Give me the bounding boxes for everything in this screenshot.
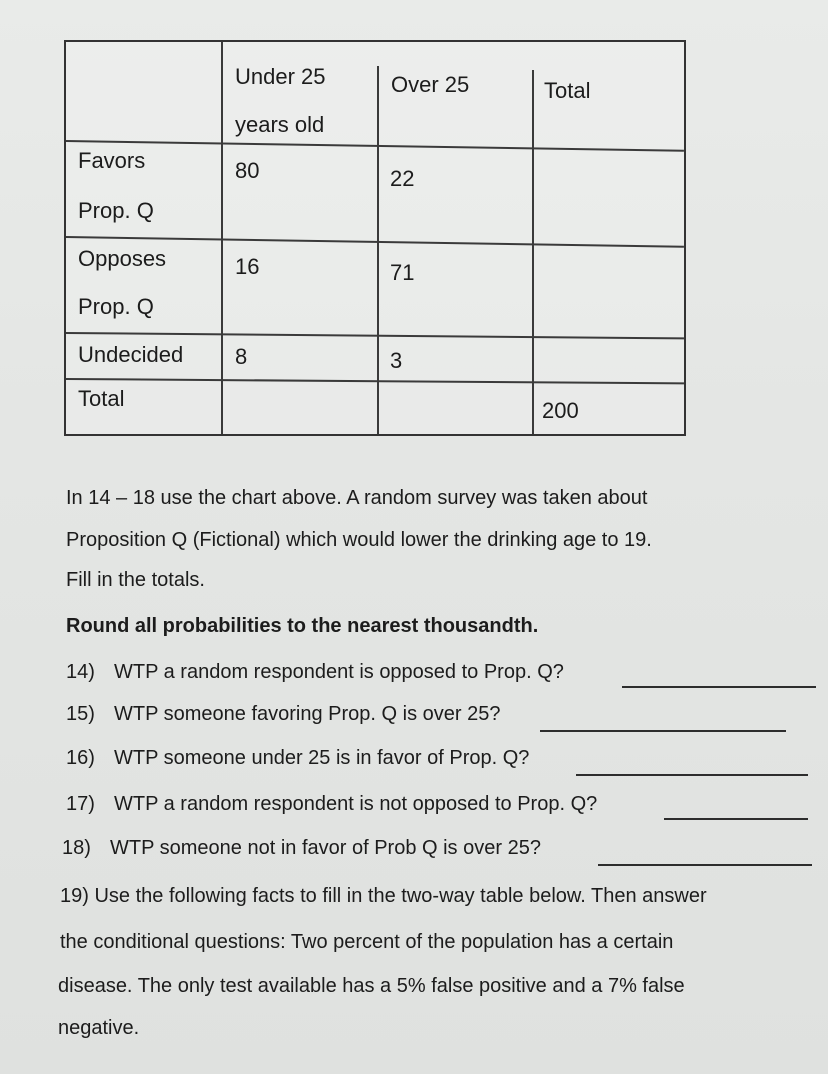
- question-text: WTP someone under 25 is in favor of Prop. Q?: [114, 747, 530, 769]
- table-hline-opposes: [66, 332, 684, 339]
- question-text: WTP a random respondent is not opposed to Prop. Q?: [114, 793, 598, 815]
- header-under25-line2: years old: [235, 112, 325, 137]
- question-number: 18): [62, 837, 91, 859]
- row-total: Total: [78, 386, 125, 411]
- row-favors-line2: Prop. Q: [78, 198, 154, 223]
- rounding-instruction: Round all probabilities to the nearest thousandth.: [66, 615, 539, 637]
- answer-blank-14[interactable]: [622, 686, 816, 688]
- value-favors-over25: 22: [390, 166, 415, 191]
- header-under25-line1: Under 25: [235, 64, 326, 89]
- table-vline-3: [532, 70, 534, 434]
- instructions-line3: Fill in the totals.: [66, 569, 205, 591]
- answer-blank-17[interactable]: [664, 818, 808, 820]
- table-vline-2: [377, 66, 379, 434]
- row-undecided: Undecided: [78, 342, 184, 367]
- answer-blank-15[interactable]: [540, 730, 786, 732]
- question-19-line1: 19) Use the following facts to fill in the two-way table below. Then answer: [60, 885, 707, 907]
- answer-blank-16[interactable]: [576, 774, 808, 776]
- answer-blank-18[interactable]: [598, 864, 812, 866]
- question-number: 15): [66, 703, 95, 725]
- value-opposes-over25: 71: [390, 260, 415, 285]
- value-opposes-under25: 16: [235, 254, 260, 279]
- question-19-line2: the conditional questions: Two percent of the population has a certain: [60, 931, 674, 953]
- header-total: Total: [544, 78, 591, 103]
- row-opposes-line1: Opposes: [78, 246, 167, 271]
- table-hline-undecided: [66, 378, 684, 384]
- question-text: WTP someone favoring Prop. Q is over 25?: [114, 703, 501, 725]
- value-favors-under25: 80: [235, 158, 260, 183]
- question-number: 14): [66, 661, 95, 683]
- question-19-line3: disease. The only test available has a 5% false positive and a 7% false: [58, 975, 685, 997]
- question-text: WTP someone not in favor of Prob Q is over 25?: [110, 837, 541, 859]
- question-text: WTP a random respondent is opposed to Prop. Q?: [114, 661, 564, 683]
- row-favors-line1: Favors: [78, 148, 146, 173]
- value-undecided-under25: 8: [235, 344, 248, 369]
- row-opposes-line2: Prop. Q: [78, 294, 154, 319]
- value-undecided-over25: 3: [390, 348, 403, 373]
- instructions-line2: Proposition Q (Fictional) which would lower the drinking age to 19.: [66, 529, 652, 551]
- table-hline-header: [66, 140, 684, 152]
- question-number: 16): [66, 747, 95, 769]
- header-over25: Over 25: [391, 72, 470, 97]
- instructions-line1: In 14 – 18 use the chart above. A random survey was taken about: [66, 487, 648, 509]
- question-19-line4: negative.: [58, 1017, 140, 1039]
- question-number: 17): [66, 793, 95, 815]
- value-grand-total: 200: [542, 398, 579, 423]
- survey-table: [64, 40, 686, 436]
